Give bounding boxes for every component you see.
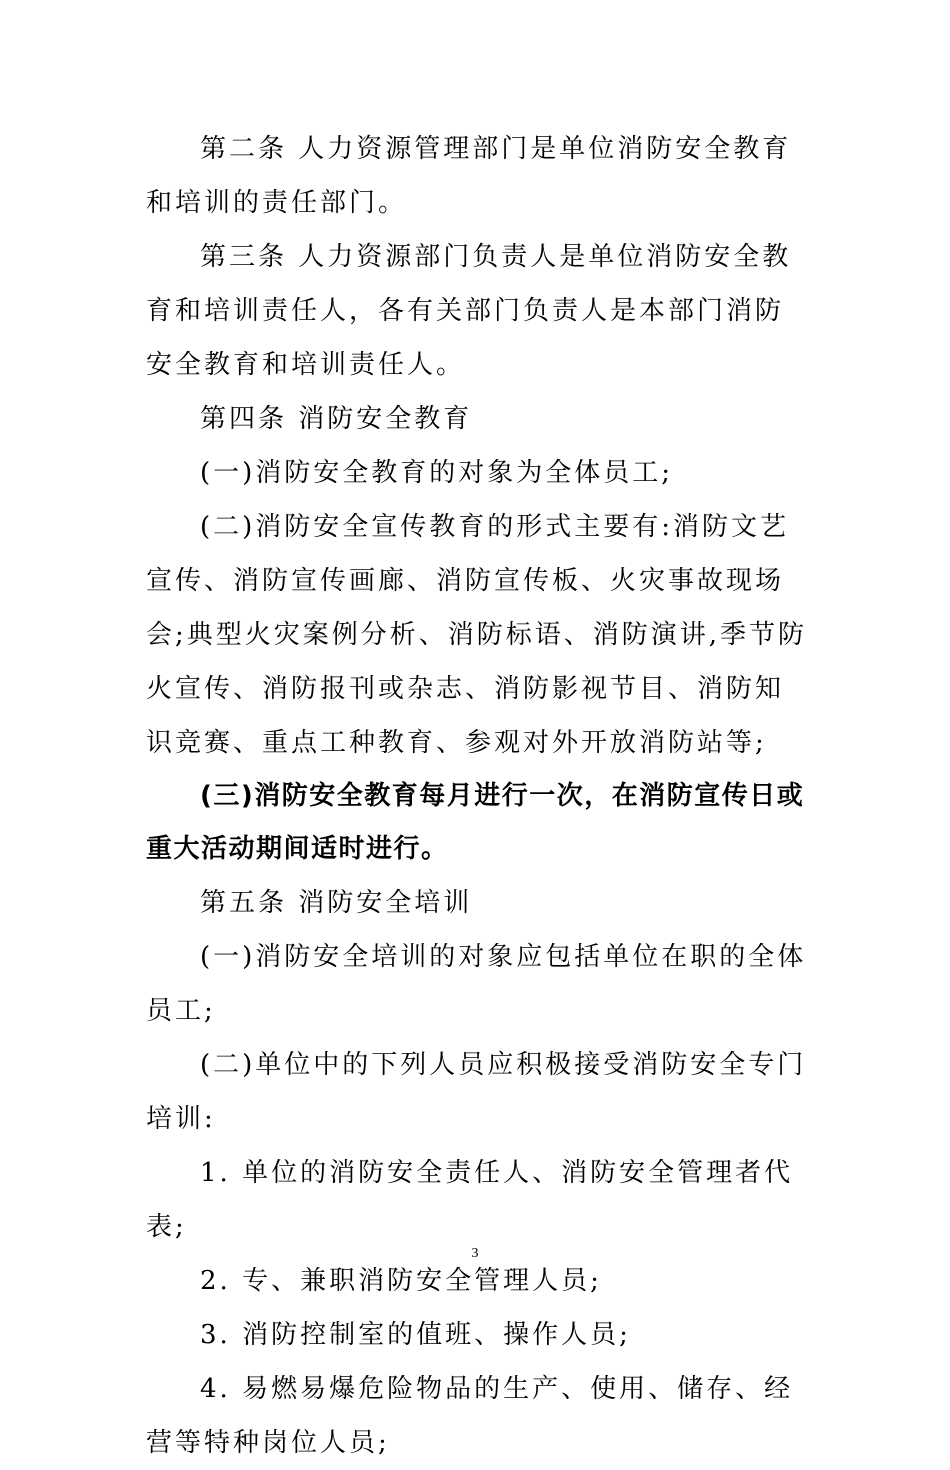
article-4-item-3: (三)消防安全教育每月进行一次，在消防宣传日或重大活动期间适时进行。 <box>146 781 805 864</box>
article-4-item-1: (一)消防安全教育的对象为全体员工; <box>200 458 674 488</box>
list-item-1: 1. 单位的消防安全责任人、消防安全管理者代表; <box>146 1158 794 1242</box>
article-4-heading: 第四条 消防安全教育 <box>200 404 473 434</box>
article-4-item-2: (二)消防安全宣传教育的形式主要有:消防文艺宣传、消防宣传画廊、消防宣传板、火灾事故现场会;典型火灾案例分析、消防标语、消防演讲,季节防火宣传、消防报刊或杂志、消防影视节目、消防知识竞赛、重点工种教育、参观对外开放消防站等; <box>146 512 808 758</box>
article-2-paragraph: 第二条 人力资源管理部门是单位消防安全教育和培训的责任部门。 <box>146 134 792 218</box>
article-5-heading: 第五条 消防安全培训 <box>200 888 473 918</box>
article-3-paragraph: 第三条 人力资源部门负责人是单位消防安全教育和培训责任人，各有关部门负责人是本部门消防安全教育和培训责任人。 <box>146 242 792 380</box>
article-5-item-1: (一)消防安全培训的对象应包括单位在职的全体员工; <box>146 942 807 1026</box>
document-body <box>146 122 808 1470</box>
list-item-4: 4. 易燃易爆危险物品的生产、使用、储存、经营等特种岗位人员; <box>146 1374 794 1458</box>
list-item-3: 3. 消防控制室的值班、操作人员; <box>200 1320 631 1350</box>
article-5-item-2: (二)单位中的下列人员应积极接受消防安全专门培训: <box>146 1050 807 1134</box>
list-item-2: 2. 专、兼职消防安全管理人员; <box>200 1266 602 1296</box>
page-number: 3 <box>471 1246 479 1261</box>
